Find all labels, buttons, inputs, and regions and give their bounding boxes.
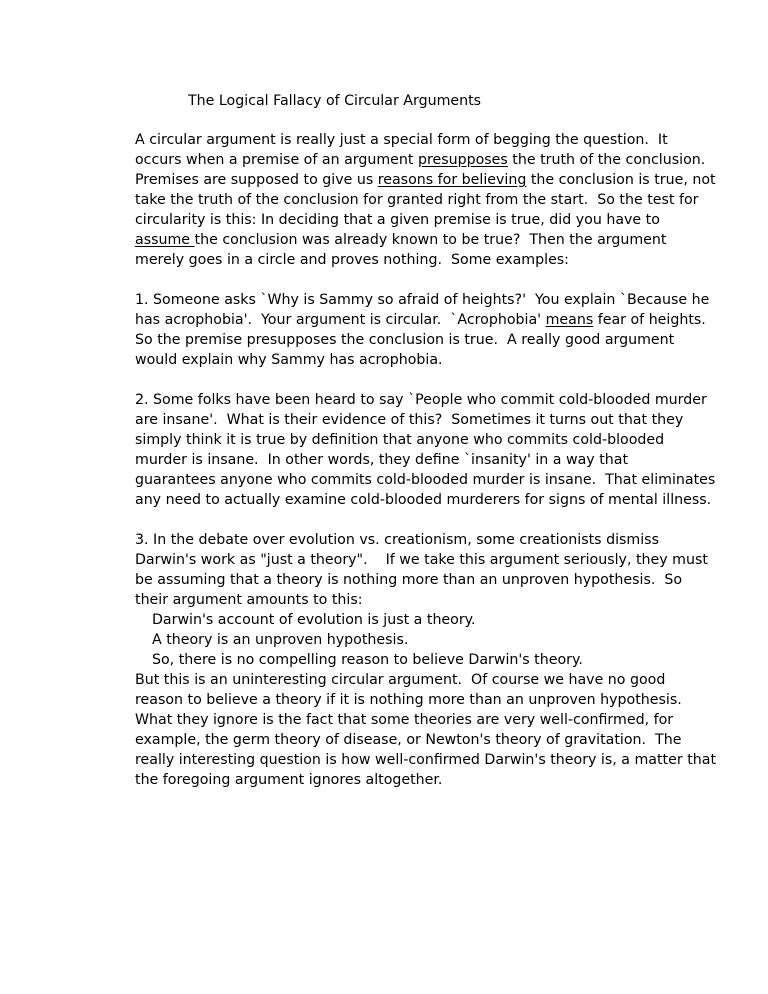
text-line: 3. In the debate over evolution vs. creationism, some creationists dismiss bbox=[135, 532, 659, 548]
example-2-paragraph bbox=[135, 390, 716, 510]
text-line: What they ignore is the fact that some theories are very well-confirmed, for bbox=[135, 712, 674, 728]
text-line: Darwin's work as "just a theory". If we take this argument seriously, they must bbox=[135, 552, 708, 568]
text-line bbox=[135, 230, 665, 250]
text-line: 2. Some folks have been heard to say `People who commit cold-blooded murder bbox=[135, 392, 707, 408]
text-line: So the premise presupposes the conclusion is true. A really good argument bbox=[135, 332, 675, 348]
text-line: 1. Someone asks `Why is Sammy so afraid of heights?' You explain `Because he bbox=[135, 292, 710, 308]
underlined-term-means: means bbox=[545, 312, 594, 328]
text-line: guarantees anyone who commits cold-blooded murder is insane. That eliminates bbox=[135, 472, 716, 488]
text-line: example, the germ theory of disease, or Newton's theory of gravitation. The bbox=[135, 732, 682, 748]
text-line: A circular argument is really just a special form of begging the question. It bbox=[135, 132, 668, 148]
text-line: be assuming that a theory is nothing more than an unproven hypothesis. So bbox=[135, 572, 683, 588]
text-line: their argument amounts to this: bbox=[135, 592, 363, 608]
text-line: the foregoing argument ignores altogether. bbox=[135, 772, 443, 788]
text-line bbox=[135, 150, 706, 170]
intro-paragraph bbox=[135, 130, 716, 270]
text-line bbox=[135, 310, 706, 330]
text-line: murder is insane. In other words, they define `insanity' in a way that bbox=[135, 452, 629, 468]
text-line: circularity is this: In deciding that a given premise is true, did you have to bbox=[135, 212, 660, 228]
text-line: really interesting question is how well-confirmed Darwin's theory is, a matter that bbox=[135, 752, 717, 768]
underlined-term-presupposes: presupposes bbox=[417, 152, 508, 168]
text-segment: the conclusion is true, not bbox=[526, 172, 716, 188]
text-line: simply think it is true by definition that anyone who commits cold-blooded bbox=[135, 432, 665, 448]
text-line: reason to believe a theory if it is nothing more than an unproven hypothesis. bbox=[135, 692, 682, 708]
document-title: The Logical Fallacy of Circular Arguments bbox=[188, 93, 482, 109]
text-line: are insane'. What is their evidence of this? Sometimes it turns out that they bbox=[135, 412, 684, 428]
underlined-term-assume: assume bbox=[135, 232, 195, 248]
underlined-term-reasons-for-believing: reasons for believing bbox=[377, 172, 527, 188]
text-segment: has acrophobia'. Your argument is circular. `Acrophobia' bbox=[135, 312, 546, 328]
example-3-paragraph bbox=[135, 530, 717, 790]
text-line: take the truth of the conclusion for granted right from the start. So the test for bbox=[135, 192, 699, 208]
argument-premise-1: Darwin's account of evolution is just a theory. bbox=[152, 612, 476, 628]
argument-premise-2: A theory is an unproven hypothesis. bbox=[152, 632, 409, 648]
text-segment: occurs when a premise of an argument bbox=[135, 152, 418, 168]
text-segment: the truth of the conclusion. bbox=[507, 152, 706, 168]
example-1-paragraph bbox=[135, 290, 710, 370]
text-line: any need to actually examine cold-blooded murderers for signs of mental illness. bbox=[135, 492, 712, 508]
text-line: would explain why Sammy has acrophobia. bbox=[135, 352, 443, 368]
text-line: merely goes in a circle and proves nothing. Some examples: bbox=[135, 252, 569, 268]
text-segment: Premises are supposed to give us bbox=[135, 172, 378, 188]
document-page bbox=[135, 91, 717, 810]
text-segment: the conclusion was already known to be true? Then the argument bbox=[194, 232, 667, 248]
text-line: But this is an uninteresting circular argument. Of course we have no good bbox=[135, 672, 666, 688]
text-segment: fear of heights. bbox=[593, 312, 706, 328]
text-line bbox=[135, 170, 716, 190]
argument-conclusion: So, there is no compelling reason to believe Darwin's theory. bbox=[152, 652, 583, 668]
